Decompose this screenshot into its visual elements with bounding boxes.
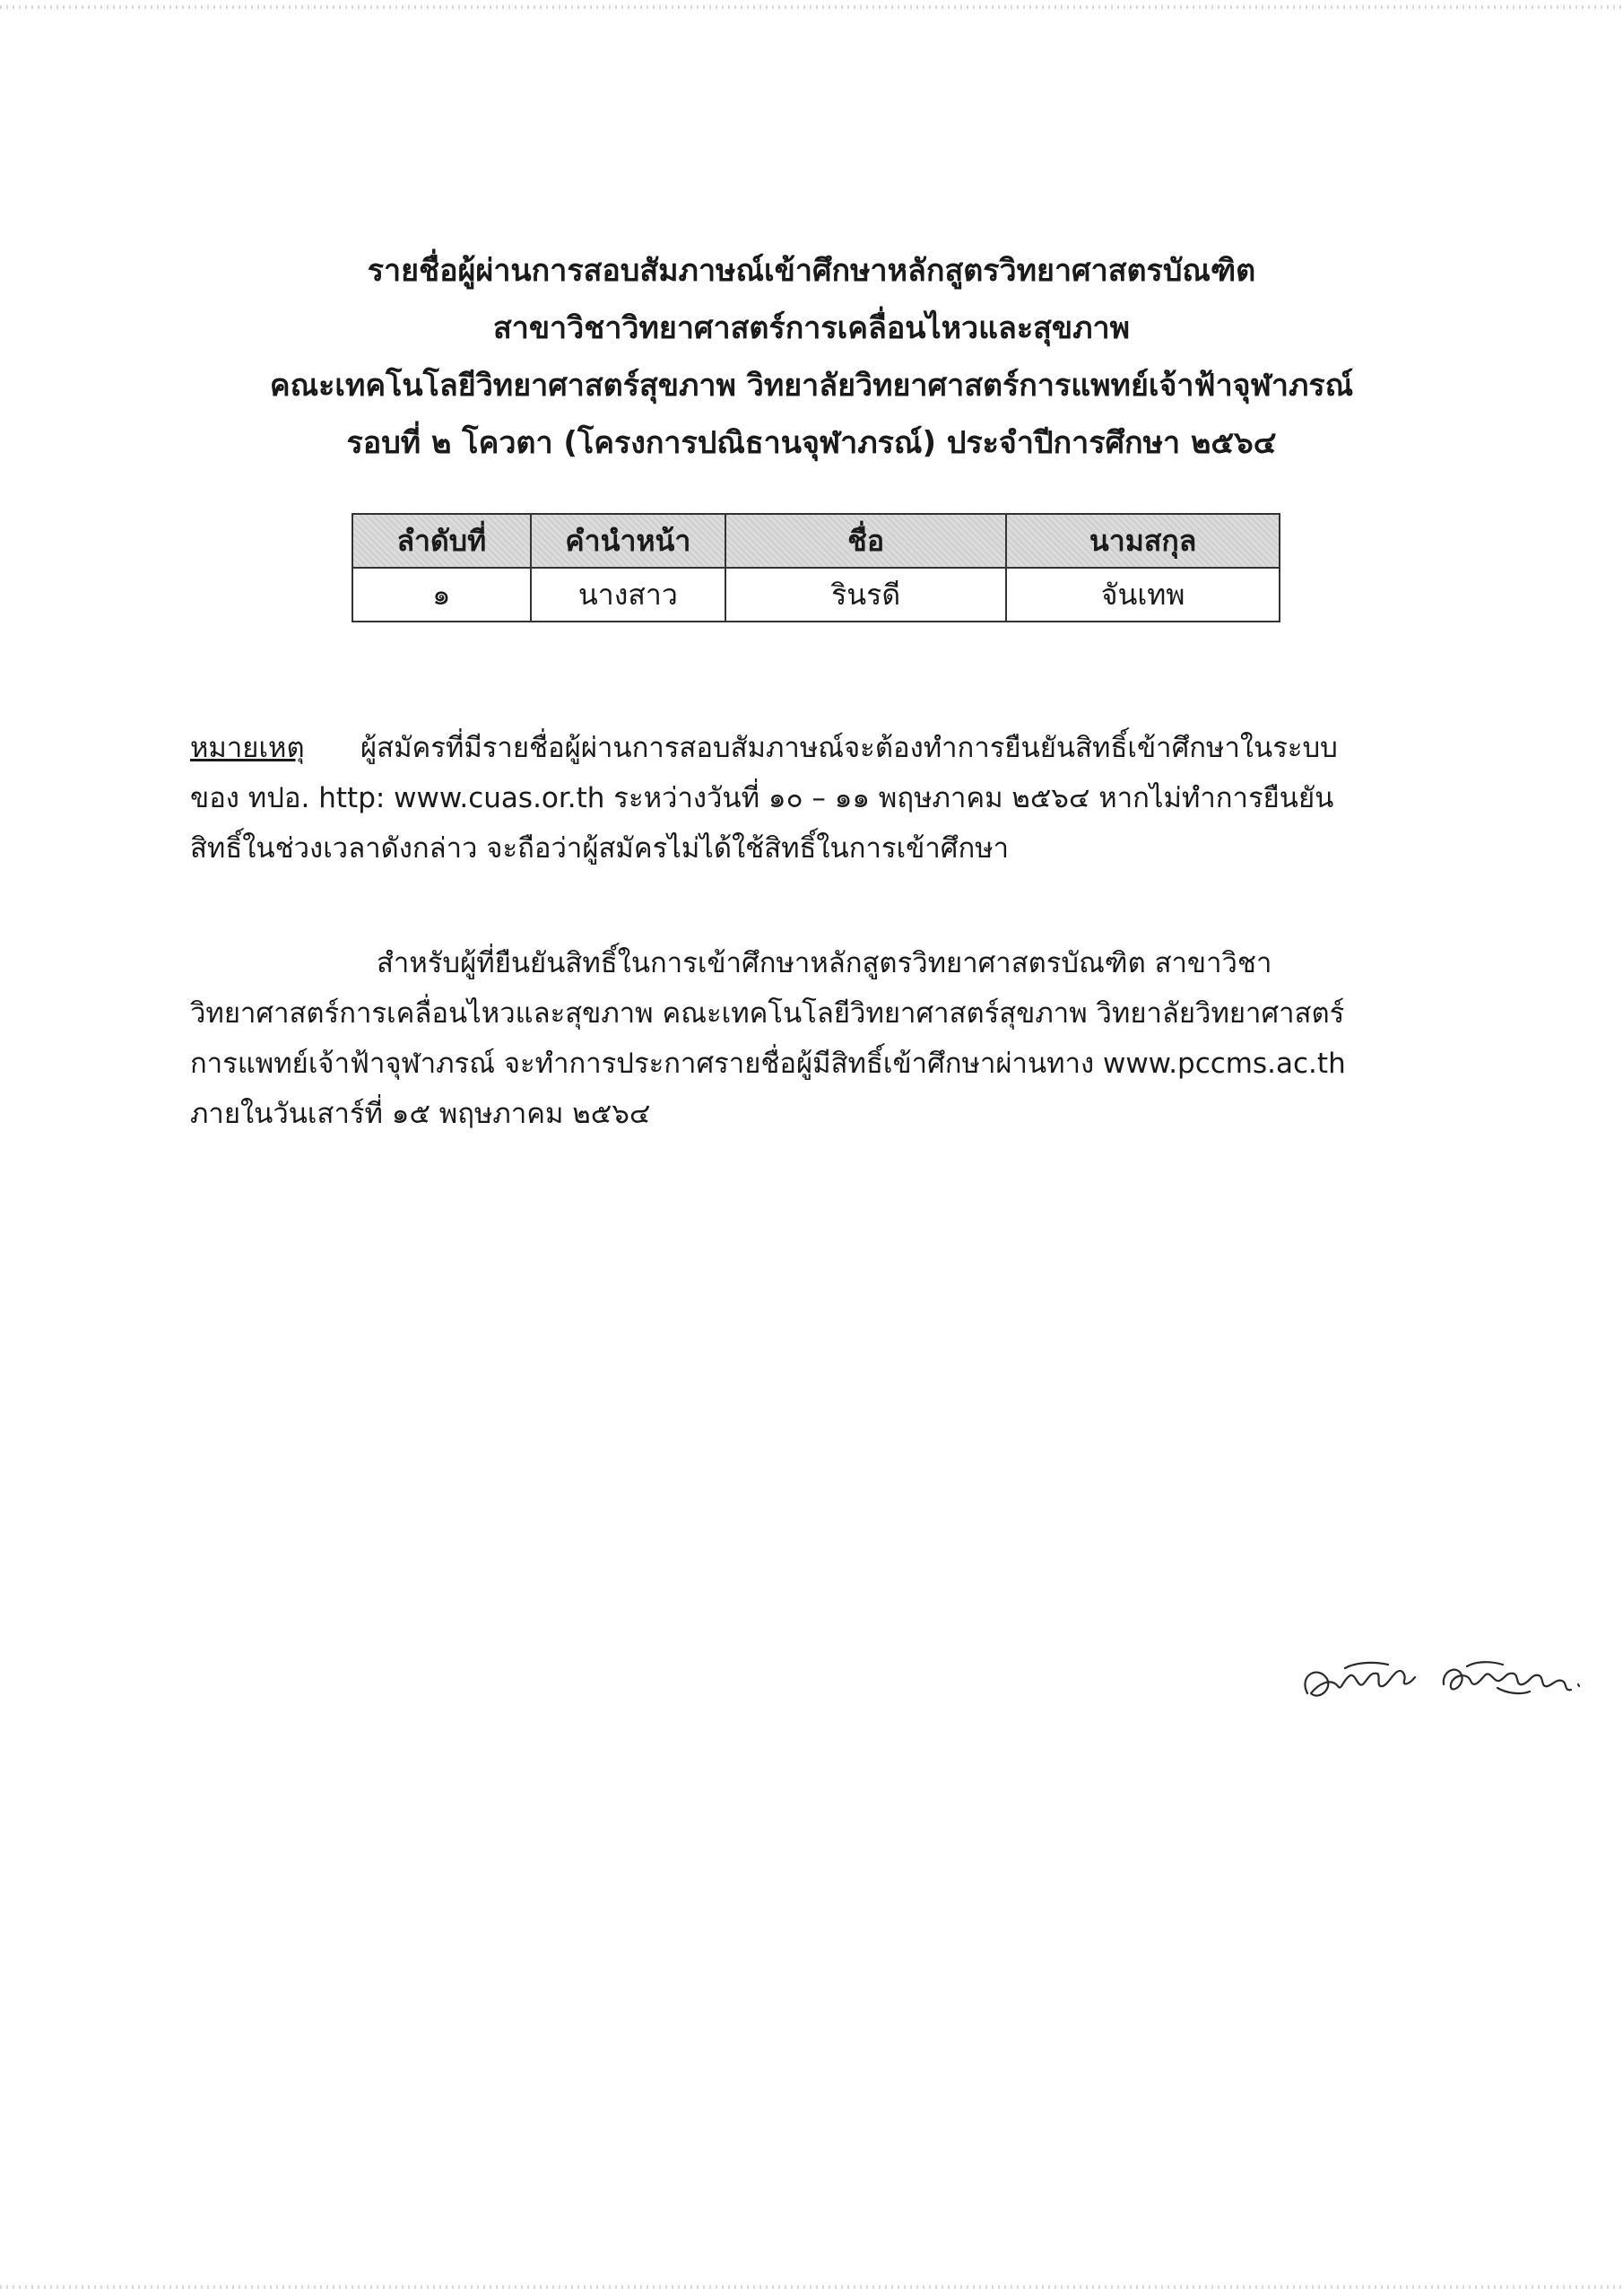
- handwritten-signature-icon: [1291, 1648, 1587, 1720]
- note-text-1: ผู้สมัครที่มีรายชื่อผู้ผ่านการสอบสัมภาษณ์จะต้องทำการยืนยันสิทธิ์เข้าศึกษาในระบบ: [360, 732, 1338, 764]
- paragraph-line-3: การแพทย์เจ้าฟ้าจุฬาภรณ์ จะทำการประกาศรายชื่อผู้มีสิทธิ์เข้าศึกษาผ่านทาง www.pccms.ac.th: [190, 1048, 1346, 1080]
- paragraph-line-4: ภายในวันเสาร์ที่ ๑๕ พฤษภาคม ๒๕๖๔: [190, 1098, 651, 1130]
- note-line-2: ของ ทปอ. http: www.cuas.or.th ระหว่างวันที่ ๑๐ – ๑๑ พฤษภาคม ๒๕๖๔ หากไม่ทำการยืนยัน: [190, 782, 1334, 814]
- header-line-1: รายชื่อผู้ผ่านการสอบสัมภาษณ์เข้าศึกษาหลักสูตรวิทยาศาสตรบัณฑิต: [367, 253, 1256, 289]
- table-row: [352, 568, 1280, 622]
- column-header-order: ลำดับที่: [352, 514, 531, 568]
- note-line-3: สิทธิ์ในช่วงเวลาดังกล่าว จะถือว่าผู้สมัครไม่ได้ใช้สิทธิ์ในการเข้าศึกษา: [190, 832, 1010, 865]
- note-label: หมายเหตุ: [190, 732, 305, 764]
- paragraph-line-1: สำหรับผู้ที่ยืนยันสิทธิ์ในการเข้าศึกษาหลักสูตรวิทยาศาสตรบัณฑิต สาขาวิชา: [377, 947, 1272, 979]
- cell-title: นางสาว: [531, 568, 725, 622]
- header-line-4: รอบที่ ๒ โควตา (โครงการปณิธานจุฬาภรณ์) ประจำปีการศึกษา ๒๕๖๔: [346, 425, 1277, 461]
- cell-order: ๑: [352, 568, 531, 622]
- table-header-row: [352, 514, 1280, 568]
- header-line-2: สาขาวิชาวิทยาศาสตร์การเคลื่อนไหวและสุขภาพ: [492, 310, 1131, 346]
- header-line-3: คณะเทคโนโลยีวิทยาศาสตร์สุขภาพ วิทยาลัยวิทยาศาสตร์การแพทย์เจ้าฟ้าจุฬาภรณ์: [269, 368, 1354, 404]
- scan-artifact-top: [0, 5, 1623, 9]
- paragraph-line-2: วิทยาศาสตร์การเคลื่อนไหวและสุขภาพ คณะเทคโนโลยีวิทยาศาสตร์สุขภาพ วิทยาลัยวิทยาศาสตร์: [190, 997, 1345, 1030]
- document-header: [0, 242, 1623, 472]
- column-header-title: คำนำหน้า: [531, 514, 725, 568]
- column-header-last-name: นามสกุล: [1006, 514, 1280, 568]
- cell-first-name: รินรดี: [725, 568, 1006, 622]
- scan-artifact-bottom: [0, 2285, 1623, 2289]
- results-table: [352, 513, 1280, 622]
- announcement-paragraph: [190, 938, 1435, 1139]
- note-line-1: [190, 723, 1435, 773]
- cell-last-name: จันเทพ: [1006, 568, 1280, 622]
- note-section: [190, 723, 1435, 874]
- column-header-first-name: ชื่อ: [725, 514, 1006, 568]
